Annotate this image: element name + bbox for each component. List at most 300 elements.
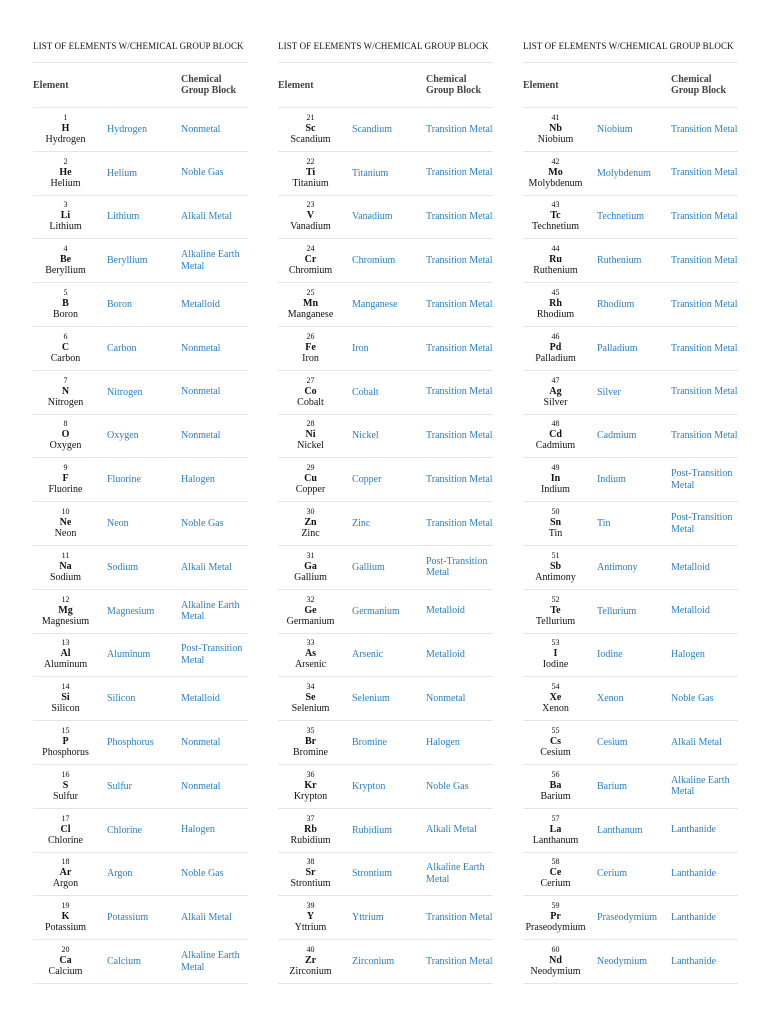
group-block-link[interactable]: Alkaline Earth Metal xyxy=(426,862,485,885)
element-name-link[interactable]: Xenon xyxy=(597,693,624,705)
element-label: Rubidium xyxy=(290,834,331,846)
element-label: Cesium xyxy=(540,747,571,759)
table-row xyxy=(523,327,738,371)
element-name-link[interactable]: Manganese xyxy=(352,299,398,311)
element-symbol: Ne xyxy=(59,517,72,529)
group-block-link[interactable]: Alkali Metal xyxy=(181,561,232,573)
element-cell xyxy=(33,244,98,277)
group-block-link[interactable]: Lanthanide xyxy=(671,911,716,923)
element-column-1 xyxy=(33,40,248,984)
group-block-link[interactable]: Nonmetal xyxy=(181,780,221,792)
element-symbol: Mo xyxy=(548,166,563,178)
element-label: Cerium xyxy=(540,878,571,890)
element-name-link[interactable]: Fluorine xyxy=(107,474,141,486)
table-row xyxy=(33,809,248,853)
group-block-link[interactable]: Transition Metal xyxy=(426,211,493,223)
element-label: Bromine xyxy=(293,747,328,759)
element-name-link[interactable]: Chromium xyxy=(352,255,396,267)
atomic-number: 37 xyxy=(306,813,315,823)
group-block-link[interactable]: Metalloid xyxy=(426,605,465,617)
atomic-number: 42 xyxy=(551,156,560,166)
element-symbol: Pd xyxy=(549,341,562,353)
element-name-link[interactable]: Rubidium xyxy=(352,824,393,836)
element-symbol: Zr xyxy=(304,955,317,967)
table-row xyxy=(523,853,738,897)
group-block-link[interactable]: Alkali Metal xyxy=(181,211,232,223)
element-symbol: Nb xyxy=(549,122,562,134)
element-name-link[interactable]: Indium xyxy=(597,474,626,486)
atomic-number: 7 xyxy=(63,375,68,385)
element-label: Helium xyxy=(50,177,81,189)
element-name-link[interactable]: Potassium xyxy=(107,912,149,924)
element-symbol: P xyxy=(62,736,69,748)
element-name-link[interactable]: Nitrogen xyxy=(107,386,143,398)
element-label: Ruthenium xyxy=(533,265,578,277)
header-group: Chemical Group Block xyxy=(181,74,237,96)
table-row xyxy=(33,502,248,546)
atomic-number: 34 xyxy=(306,682,315,692)
element-name-link[interactable]: Yttrium xyxy=(352,912,384,924)
group-block-link[interactable]: Nonmetal xyxy=(426,693,466,704)
element-cell xyxy=(523,463,588,496)
element-name-link[interactable]: Zinc xyxy=(352,518,371,530)
atomic-number: 4 xyxy=(63,244,68,254)
element-name-link[interactable]: Neon xyxy=(107,518,129,530)
element-cell xyxy=(278,288,343,321)
atomic-number: 43 xyxy=(551,200,560,210)
atomic-number: 41 xyxy=(551,112,560,122)
element-cell xyxy=(278,682,343,715)
element-name-link[interactable]: Selenium xyxy=(352,693,390,705)
group-block-link[interactable]: Transition Metal xyxy=(426,298,493,310)
element-name-link[interactable]: Boron xyxy=(107,299,132,311)
element-label: Nickel xyxy=(297,440,324,452)
element-name-link[interactable]: Gallium xyxy=(352,561,385,573)
element-name-link[interactable]: Molybdenum xyxy=(597,167,651,179)
element-label: Phosphorus xyxy=(42,747,89,759)
element-name-link[interactable]: Cadmium xyxy=(597,430,637,442)
atomic-number: 12 xyxy=(61,594,70,604)
element-name-link[interactable]: Titanium xyxy=(352,167,389,179)
table-row xyxy=(33,896,248,940)
element-label: Germanium xyxy=(286,615,335,627)
element-label: Neon xyxy=(54,528,77,540)
element-name-link[interactable]: Silver xyxy=(597,386,621,398)
element-symbol: Nd xyxy=(549,955,562,967)
table-row xyxy=(523,239,738,283)
element-column-3 xyxy=(523,40,738,984)
element-cell xyxy=(278,113,343,146)
group-block-link[interactable]: Alkali Metal xyxy=(671,736,722,748)
group-block-link[interactable]: Transition Metal xyxy=(671,123,738,135)
element-cell xyxy=(278,901,343,934)
element-cell xyxy=(523,682,588,715)
element-name-link[interactable]: Praseodymium xyxy=(597,912,657,924)
element-name-link[interactable]: Strontium xyxy=(352,868,393,880)
group-block-link[interactable]: Transition Metal xyxy=(671,298,738,310)
element-symbol: Ba xyxy=(549,779,562,791)
element-name-link[interactable]: Aluminum xyxy=(107,649,151,661)
element-symbol: V xyxy=(306,210,315,222)
element-cell xyxy=(523,288,588,321)
element-name-link[interactable]: Niobium xyxy=(597,123,633,135)
element-cell xyxy=(33,419,98,452)
group-block-link[interactable]: Transition Metal xyxy=(671,255,738,267)
element-symbol: Y xyxy=(306,911,315,923)
group-block-link[interactable]: Transition Metal xyxy=(671,167,738,179)
element-label: Technetium xyxy=(531,221,580,233)
element-cell xyxy=(33,332,98,365)
atomic-number: 9 xyxy=(63,463,68,473)
table-row xyxy=(33,634,248,678)
table-row xyxy=(278,196,493,240)
element-name-link[interactable]: Cerium xyxy=(597,868,627,880)
element-name-link[interactable]: Iodine xyxy=(597,649,623,661)
group-block-link[interactable]: Post-Transition Metal xyxy=(181,643,243,666)
atomic-number: 19 xyxy=(61,901,70,911)
group-block-link[interactable]: Nonmetal xyxy=(181,123,221,135)
group-block-link[interactable]: Transition Metal xyxy=(426,474,493,486)
group-block-link[interactable]: Noble Gas xyxy=(181,167,224,179)
table-row xyxy=(33,853,248,897)
table-row xyxy=(33,371,248,415)
group-block-link[interactable]: Transition Metal xyxy=(426,430,493,442)
table-row xyxy=(278,327,493,371)
group-block-link[interactable]: Transition Metal xyxy=(671,386,738,398)
atomic-number: 35 xyxy=(306,726,315,736)
table-row xyxy=(278,415,493,459)
group-block-link[interactable]: Noble Gas xyxy=(181,868,224,880)
table-body xyxy=(278,108,493,984)
group-block-link[interactable]: Lanthanide xyxy=(671,868,716,880)
element-symbol: Ti xyxy=(305,166,316,178)
element-symbol: Ru xyxy=(549,254,562,266)
atomic-number: 3 xyxy=(63,200,68,210)
element-name-link[interactable]: Oxygen xyxy=(107,430,139,442)
element-symbol: K xyxy=(61,911,70,923)
atomic-number: 26 xyxy=(306,331,315,341)
element-label: Gallium xyxy=(294,571,327,583)
element-label: Neodymium xyxy=(530,966,581,978)
atomic-number: 2 xyxy=(63,156,68,166)
table-row xyxy=(523,196,738,240)
element-name-link[interactable]: Palladium xyxy=(597,342,638,354)
element-label: Antimony xyxy=(535,571,576,583)
element-symbol: Zn xyxy=(304,517,317,529)
element-name-link[interactable]: Germanium xyxy=(352,605,400,617)
element-symbol: Rb xyxy=(304,823,317,835)
group-block-link[interactable]: Transition Metal xyxy=(426,342,493,354)
group-block-link[interactable]: Post-Transition Metal xyxy=(426,555,488,579)
atomic-number: 39 xyxy=(306,901,315,911)
group-block-link[interactable]: Transition Metal xyxy=(426,123,493,135)
element-name-link[interactable]: Lanthanum xyxy=(597,824,643,836)
element-name-link[interactable]: Helium xyxy=(107,167,137,179)
atomic-number: 25 xyxy=(306,288,315,298)
column-title: LIST OF ELEMENTS W/CHEMICAL GROUP BLOCK xyxy=(33,41,244,51)
element-cell xyxy=(33,463,98,496)
atomic-number: 60 xyxy=(551,945,560,955)
atomic-number: 52 xyxy=(551,594,560,604)
element-label: Hydrogen xyxy=(45,133,86,145)
element-label: Potassium xyxy=(44,922,87,934)
element-symbol: Mg xyxy=(58,604,73,616)
table-row xyxy=(33,327,248,371)
header-group: Chemical Group Block xyxy=(671,74,727,96)
atomic-number: 49 xyxy=(551,463,560,473)
group-block-link[interactable]: Lanthanide xyxy=(671,955,716,967)
element-symbol: H xyxy=(61,122,70,134)
atomic-number: 15 xyxy=(61,726,70,736)
table-row xyxy=(278,721,493,765)
element-name-link[interactable]: Tin xyxy=(597,518,611,530)
element-name-link[interactable]: Chlorine xyxy=(107,824,142,836)
atomic-number: 46 xyxy=(551,331,560,341)
element-name-link[interactable]: Bromine xyxy=(352,737,387,749)
element-cell xyxy=(278,200,343,233)
element-symbol: Mn xyxy=(303,298,318,310)
element-cell xyxy=(523,332,588,365)
element-cell xyxy=(278,157,343,190)
element-cell xyxy=(278,595,343,628)
element-label: Boron xyxy=(53,309,78,321)
element-name-link[interactable]: Carbon xyxy=(107,342,137,354)
element-name-link[interactable]: Zirconium xyxy=(352,956,395,968)
atomic-number: 45 xyxy=(551,288,560,298)
element-name-link[interactable]: Copper xyxy=(352,474,382,486)
header-group: Chemical Group Block xyxy=(426,74,482,96)
atomic-number: 10 xyxy=(61,507,70,517)
atomic-number: 18 xyxy=(61,857,70,867)
element-label: Iron xyxy=(302,352,319,364)
element-symbol: Ga xyxy=(304,560,317,572)
table-row xyxy=(33,458,248,502)
group-block-link[interactable]: Post-Transition Metal xyxy=(671,468,733,491)
group-block-link[interactable]: Transition Metal xyxy=(671,342,738,354)
element-symbol: Sc xyxy=(305,122,316,134)
element-name-link[interactable]: Vanadium xyxy=(352,211,393,223)
group-block-link[interactable]: Transition Metal xyxy=(671,211,738,223)
group-block-link[interactable]: Transition Metal xyxy=(426,955,493,967)
table-row xyxy=(33,196,248,240)
table-header xyxy=(523,62,738,108)
atomic-number: 17 xyxy=(61,813,70,823)
element-name-link[interactable]: Technetium xyxy=(597,211,645,223)
table-row xyxy=(523,677,738,721)
element-symbol: Tc xyxy=(550,210,561,222)
group-block-link[interactable]: Transition Metal xyxy=(671,430,738,442)
element-symbol: Sr xyxy=(305,867,316,879)
element-label: Silver xyxy=(543,396,568,408)
table-row xyxy=(278,896,493,940)
element-symbol: Co xyxy=(304,385,317,397)
group-block-link[interactable]: Nonmetal xyxy=(181,386,221,398)
element-symbol: N xyxy=(61,385,70,397)
element-cell xyxy=(278,726,343,759)
element-name-link[interactable]: Krypton xyxy=(352,780,386,792)
header-element: Element xyxy=(33,79,69,91)
element-name-link[interactable]: Beryllium xyxy=(107,255,148,267)
element-label: Sodium xyxy=(49,571,82,583)
element-name-link[interactable]: Phosphorus xyxy=(107,737,154,749)
column-title: LIST OF ELEMENTS W/CHEMICAL GROUP BLOCK xyxy=(278,41,489,51)
atomic-number: 59 xyxy=(551,901,560,911)
element-name-link[interactable]: Calcium xyxy=(107,956,141,968)
table-row xyxy=(523,896,738,940)
atomic-number: 22 xyxy=(306,156,315,166)
group-block-link[interactable]: Metalloid xyxy=(426,649,465,661)
element-name-link[interactable]: Cobalt xyxy=(352,386,379,398)
table-row xyxy=(523,108,738,152)
element-name-link[interactable]: Argon xyxy=(107,868,133,880)
element-symbol: Fe xyxy=(305,341,316,353)
element-label: Magnesium xyxy=(41,615,90,627)
element-cell xyxy=(523,113,588,146)
group-block-link[interactable]: Transition Metal xyxy=(426,517,493,529)
element-cell xyxy=(523,770,588,803)
element-name-link[interactable]: Magnesium xyxy=(107,605,155,617)
element-cell xyxy=(33,288,98,321)
element-symbol: B xyxy=(62,298,69,310)
group-block-link[interactable]: Halogen xyxy=(671,649,705,661)
element-cell xyxy=(278,945,343,978)
group-block-link[interactable]: Transition Metal xyxy=(426,167,493,179)
element-name-link[interactable]: Barium xyxy=(597,780,627,792)
group-block-link[interactable]: Nonmetal xyxy=(181,342,221,354)
atomic-number: 53 xyxy=(551,638,560,648)
element-label: Xenon xyxy=(542,703,569,715)
element-cell xyxy=(33,770,98,803)
group-block-link[interactable]: Alkali Metal xyxy=(181,911,232,923)
element-cell xyxy=(33,814,98,847)
group-block-link[interactable]: Metalloid xyxy=(181,693,220,704)
element-label: Argon xyxy=(52,878,79,890)
group-block-link[interactable]: Halogen xyxy=(181,474,215,486)
element-label: Lithium xyxy=(49,221,82,233)
table-body xyxy=(33,108,248,984)
element-name-link[interactable]: Tellurium xyxy=(597,605,637,617)
atomic-number: 20 xyxy=(61,945,70,955)
element-label: Sulfur xyxy=(53,790,78,802)
element-label: Niobium xyxy=(537,133,574,145)
group-block-link[interactable]: Alkaline Earth Metal xyxy=(181,599,240,623)
atomic-number: 11 xyxy=(61,550,70,560)
group-block-link[interactable]: Nonmetal xyxy=(181,736,221,748)
element-name-link[interactable]: Rhodium xyxy=(597,299,635,311)
atomic-number: 23 xyxy=(306,200,315,210)
element-cell xyxy=(278,419,343,452)
element-name-link[interactable]: Antimony xyxy=(597,561,638,573)
element-cell xyxy=(523,901,588,934)
group-block-link[interactable]: Transition Metal xyxy=(426,911,493,923)
element-symbol: Cs xyxy=(549,736,562,748)
element-label: Molybdenum xyxy=(528,177,583,189)
element-name-link[interactable]: Cesium xyxy=(597,737,628,749)
group-block-link[interactable]: Noble Gas xyxy=(426,780,469,792)
element-symbol: Ce xyxy=(549,867,562,879)
group-block-link[interactable]: Halogen xyxy=(426,736,460,748)
atomic-number: 30 xyxy=(306,507,315,517)
element-symbol: Be xyxy=(59,254,72,266)
element-cell xyxy=(523,638,588,671)
table-row xyxy=(278,152,493,196)
table-row xyxy=(278,809,493,853)
element-cell xyxy=(523,857,588,890)
element-label: Krypton xyxy=(293,790,328,802)
group-block-link[interactable]: Metalloid xyxy=(671,561,710,573)
element-cell xyxy=(523,376,588,409)
element-label: Scandium xyxy=(290,133,331,145)
element-cell xyxy=(278,332,343,365)
element-name-link[interactable]: Scandium xyxy=(352,123,392,135)
element-label: Barium xyxy=(540,790,571,802)
element-name-link[interactable]: Sodium xyxy=(107,561,139,573)
table-row xyxy=(278,502,493,546)
element-label: Cadmium xyxy=(535,440,576,452)
element-name-link[interactable]: Sulfur xyxy=(107,780,132,792)
element-cell xyxy=(33,376,98,409)
table-row xyxy=(523,415,738,459)
group-block-link[interactable]: Alkaline Earth Metal xyxy=(671,774,730,798)
element-name-link[interactable]: Ruthenium xyxy=(597,255,642,267)
atomic-number: 1 xyxy=(63,112,68,122)
group-block-link[interactable]: Alkaline Earth Metal xyxy=(181,249,240,272)
element-name-link[interactable]: Iron xyxy=(352,342,369,354)
group-block-link[interactable]: Noble Gas xyxy=(181,517,224,529)
element-label: Silicon xyxy=(51,703,80,715)
group-block-link[interactable]: Alkali Metal xyxy=(426,824,477,836)
group-block-link[interactable]: Halogen xyxy=(181,824,215,836)
table-row xyxy=(278,590,493,634)
element-label: Zirconium xyxy=(289,966,332,978)
group-block-link[interactable]: Transition Metal xyxy=(426,255,493,267)
group-block-link[interactable]: Lanthanide xyxy=(671,824,716,836)
atomic-number: 28 xyxy=(306,419,315,429)
element-name-link[interactable]: Nickel xyxy=(352,430,379,442)
atomic-number: 36 xyxy=(306,769,315,779)
table-row xyxy=(523,502,738,546)
group-block-link[interactable]: Metalloid xyxy=(671,605,710,617)
element-label: Aluminum xyxy=(43,659,88,671)
table-row xyxy=(278,546,493,590)
element-label: Tin xyxy=(548,528,563,540)
element-cell xyxy=(523,551,588,584)
group-block-link[interactable]: Metalloid xyxy=(181,298,220,310)
element-name-link[interactable]: Hydrogen xyxy=(107,123,147,135)
element-name-link[interactable]: Silicon xyxy=(107,693,136,705)
atomic-number: 16 xyxy=(61,769,70,779)
element-cell xyxy=(33,682,98,715)
element-label: Titanium xyxy=(292,177,329,189)
element-cell xyxy=(33,551,98,584)
group-block-link[interactable]: Transition Metal xyxy=(426,386,493,398)
element-name-link[interactable]: Neodymium xyxy=(597,956,647,968)
table-row xyxy=(33,677,248,721)
atomic-number: 6 xyxy=(63,331,68,341)
element-name-link[interactable]: Lithium xyxy=(107,211,140,223)
element-cell xyxy=(278,551,343,584)
group-block-link[interactable]: Nonmetal xyxy=(181,430,221,442)
element-symbol: Xe xyxy=(549,692,562,704)
group-block-link[interactable]: Post-Transition Metal xyxy=(671,512,733,535)
group-block-link[interactable]: Alkaline Earth Metal xyxy=(181,950,240,973)
table-row xyxy=(278,108,493,152)
group-block-link[interactable]: Noble Gas xyxy=(671,693,714,704)
element-symbol: Cd xyxy=(549,429,562,441)
element-name-link[interactable]: Arsenic xyxy=(352,649,384,661)
table-row xyxy=(278,458,493,502)
element-label: Fluorine xyxy=(48,484,83,496)
